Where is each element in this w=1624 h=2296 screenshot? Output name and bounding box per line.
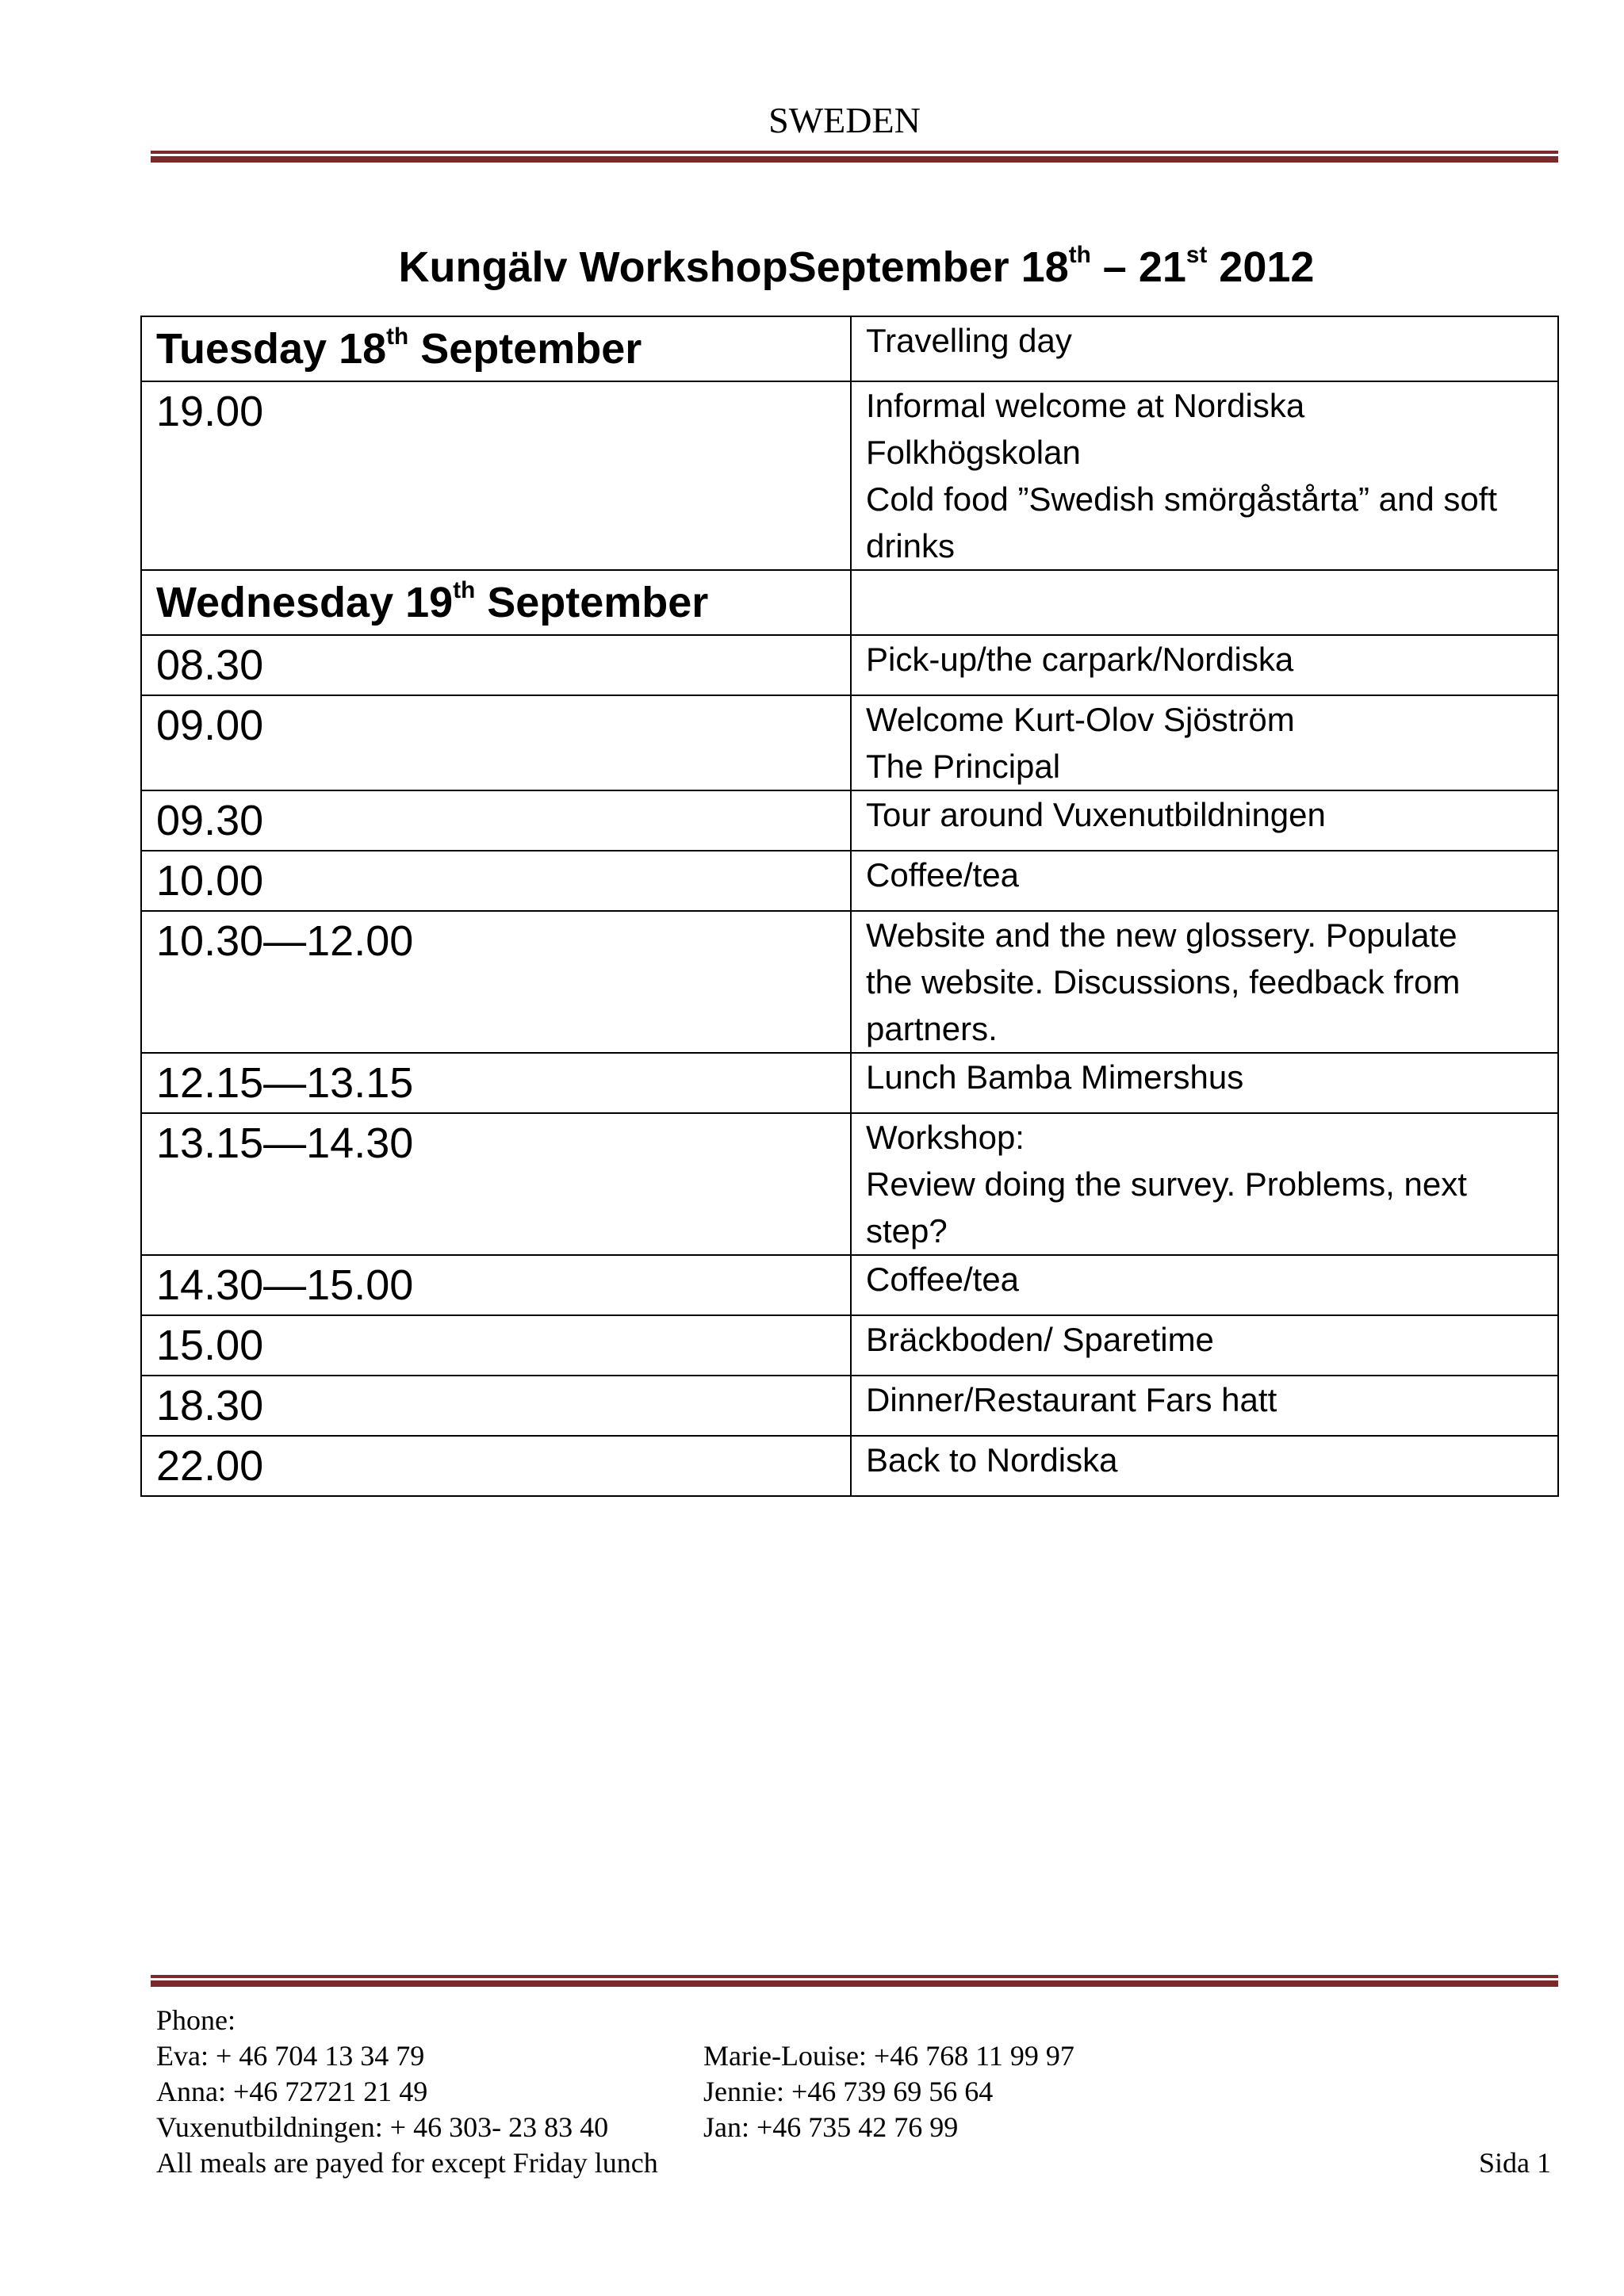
schedule-row bbox=[141, 1436, 1558, 1496]
day-ordinal: th bbox=[453, 577, 476, 604]
schedule-row bbox=[141, 695, 1558, 790]
activity-line: Dinner/Restaurant Fars hatt bbox=[866, 1381, 1277, 1418]
day-label: Tuesday 18 bbox=[156, 325, 387, 373]
activity-cell bbox=[851, 911, 1558, 1053]
time-cell: 18.30 bbox=[141, 1376, 851, 1436]
activity-cell bbox=[851, 1376, 1558, 1436]
contact-row bbox=[156, 2074, 1560, 2110]
activity-cell bbox=[851, 1315, 1558, 1376]
activity-line: Coffee/tea bbox=[866, 856, 1020, 894]
footer bbox=[156, 2003, 1560, 2181]
activity-line: drinks bbox=[866, 527, 956, 564]
document-title: Kungälv WorkshopSeptember 18th – 21st 2012 bbox=[398, 242, 1315, 291]
time-cell: 13.15—14.30 bbox=[141, 1113, 851, 1255]
activity-line: Pick-up/the carpark/Nordiska bbox=[866, 641, 1294, 678]
activity-line: The Principal bbox=[866, 748, 1061, 785]
activity-line: Bräckboden/ Sparetime bbox=[866, 1321, 1214, 1358]
activity-line: Tour around Vuxenutbildningen bbox=[866, 796, 1326, 833]
time-cell: 19.00 bbox=[141, 381, 851, 570]
time-cell: 12.15—13.15 bbox=[141, 1053, 851, 1113]
page-number: Sida 1 bbox=[1478, 2147, 1551, 2179]
schedule-row bbox=[141, 1113, 1558, 1255]
time-cell: 14.30—15.00 bbox=[141, 1255, 851, 1315]
running-header: SWEDEN bbox=[768, 100, 921, 140]
header-rule bbox=[151, 151, 1558, 163]
activity-cell bbox=[851, 1255, 1558, 1315]
activity-cell bbox=[851, 316, 1558, 381]
time-cell: 10.00 bbox=[141, 851, 851, 911]
schedule-row bbox=[141, 1376, 1558, 1436]
time-cell: 08.30 bbox=[141, 635, 851, 695]
activity-line: Back to Nordiska bbox=[866, 1441, 1118, 1479]
schedule-table bbox=[140, 316, 1559, 1497]
activity-line: Travelling day bbox=[866, 322, 1072, 359]
activity-line: Welcome Kurt-Olov Sjöström bbox=[866, 701, 1295, 738]
activity-cell bbox=[851, 1053, 1558, 1113]
contact-right: Jan: +46 735 42 76 99 bbox=[703, 2111, 959, 2143]
schedule-row bbox=[141, 381, 1558, 570]
contact-right: Marie-Louise: +46 768 11 99 97 bbox=[703, 2040, 1074, 2072]
schedule-row bbox=[141, 851, 1558, 911]
day-ordinal: th bbox=[386, 323, 409, 350]
day-month: September bbox=[475, 579, 709, 626]
schedule-row bbox=[141, 635, 1558, 695]
contact-left: Vuxenutbildningen: + 46 303- 23 83 40 bbox=[156, 2111, 609, 2143]
activity-cell bbox=[851, 790, 1558, 851]
schedule-row bbox=[141, 1053, 1558, 1113]
activity-cell bbox=[851, 851, 1558, 911]
activity-cell bbox=[851, 570, 1558, 635]
time-cell: 22.00 bbox=[141, 1436, 851, 1496]
phone-label: Phone: bbox=[156, 2004, 236, 2036]
meals-note: All meals are payed for except Friday lunch bbox=[156, 2147, 658, 2179]
schedule-row bbox=[141, 1315, 1558, 1376]
activity-line: the website. Discussions, feedback from bbox=[866, 963, 1461, 1001]
day-label: Wednesday 19 bbox=[156, 579, 454, 626]
day-header-row bbox=[141, 570, 1558, 635]
activity-line: step? bbox=[866, 1212, 948, 1249]
activity-cell bbox=[851, 1113, 1558, 1255]
activity-line: Coffee/tea bbox=[866, 1261, 1020, 1298]
activity-line: Informal welcome at Nordiska bbox=[866, 387, 1305, 424]
contact-right: Jennie: +46 739 69 56 64 bbox=[703, 2076, 994, 2107]
footer-rule bbox=[151, 1975, 1558, 1987]
schedule-row bbox=[141, 1255, 1558, 1315]
time-cell: 09.30 bbox=[141, 790, 851, 851]
contact-left: Eva: + 46 704 13 34 79 bbox=[156, 2040, 425, 2072]
contact-row bbox=[156, 2038, 1560, 2074]
time-cell: 15.00 bbox=[141, 1315, 851, 1376]
contact-row bbox=[156, 2110, 1560, 2145]
activity-line: Lunch Bamba Mimershus bbox=[866, 1058, 1244, 1096]
activity-line: partners. bbox=[866, 1010, 998, 1047]
activity-cell bbox=[851, 381, 1558, 570]
activity-line: Cold food ”Swedish smörgåstårta” and soft bbox=[866, 480, 1498, 518]
contact-left: Anna: +46 72721 21 49 bbox=[156, 2076, 428, 2107]
time-cell: 10.30—12.00 bbox=[141, 911, 851, 1053]
activity-line: Website and the new glossery. Populate bbox=[866, 916, 1457, 954]
day-cell bbox=[141, 570, 851, 635]
activity-line: Workshop: bbox=[866, 1119, 1025, 1156]
day-month: September bbox=[408, 325, 642, 373]
schedule-row bbox=[141, 790, 1558, 851]
activity-cell bbox=[851, 1436, 1558, 1496]
activity-line: Review doing the survey. Problems, next bbox=[866, 1165, 1467, 1203]
schedule-row bbox=[141, 911, 1558, 1053]
day-header-row bbox=[141, 316, 1558, 381]
time-cell: 09.00 bbox=[141, 695, 851, 790]
day-cell bbox=[141, 316, 851, 381]
activity-cell bbox=[851, 695, 1558, 790]
activity-line: Folkhögskolan bbox=[866, 434, 1081, 471]
activity-cell bbox=[851, 635, 1558, 695]
